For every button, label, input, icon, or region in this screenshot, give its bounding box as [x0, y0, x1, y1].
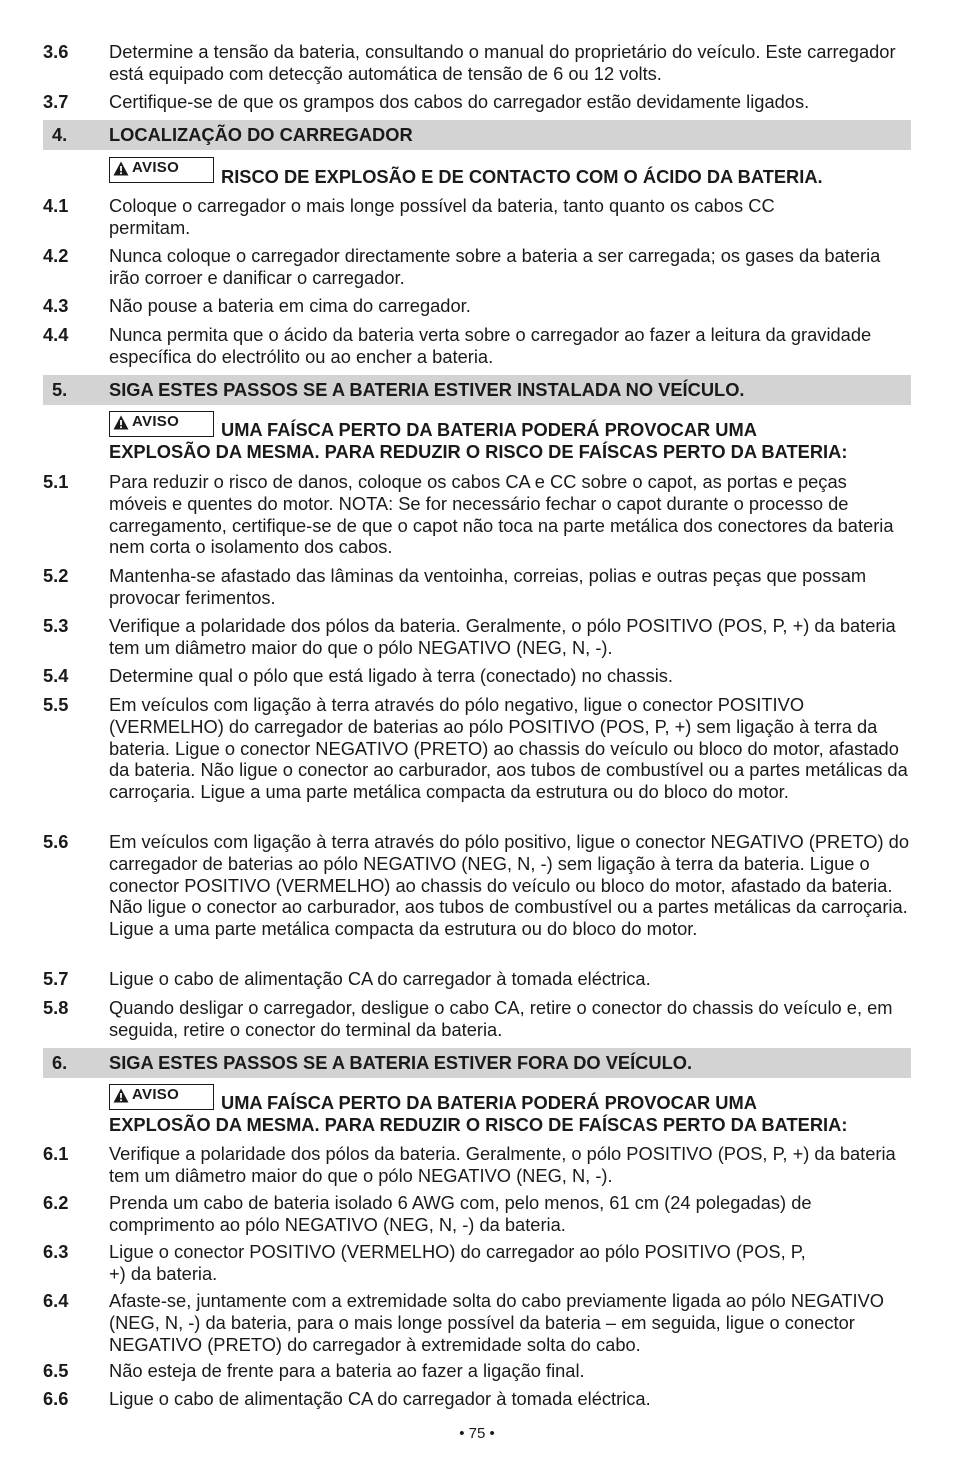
section-number: 5. — [52, 379, 68, 400]
warning-block-4 — [109, 157, 914, 191]
item-text: Mantenha-se afastado das lâminas da ventoinha, correias, polias e outras peças que possam provocar ferimentos. — [109, 565, 867, 608]
item-text: Nunca coloque o carregador directamente sobre a bateria a ser carregada; os gases da bateria irão corroer e danificar o carregador. — [109, 245, 881, 288]
item-text: Quando desligar o carregador, desligue o cabo CA, retire o conector do chassis do veículo e, em seguida, retire o conector do terminal da bateria. — [109, 997, 893, 1040]
warning-text-line-2: EXPLOSÃO DA MESMA. PARA REDUZIR O RISCO DE FAÍSCAS PERTO DA BATERIA: — [109, 1114, 848, 1135]
item-text: Ligue o cabo de alimentação CA do carregador à tomada eléctrica. — [109, 1388, 651, 1409]
item-number: 5.8 — [43, 997, 69, 1018]
item-number: 5.5 — [43, 694, 69, 715]
warning-text-line-1: UMA FAÍSCA PERTO DA BATERIA PODERÁ PROVOCAR UMA — [221, 419, 757, 440]
item-number: 3.7 — [43, 91, 69, 112]
item-number: 6.2 — [43, 1192, 69, 1213]
item-text: Prenda um cabo de bateria isolado 6 AWG com, pelo menos, 61 cm (24 polegadas) de comprimento ao pólo NEGATIVO (NEG, N, -) da bateria. — [109, 1192, 812, 1235]
item-number: 4.4 — [43, 324, 69, 345]
page-number: • 75 • — [459, 1425, 495, 1442]
item-number: 5.2 — [43, 565, 69, 586]
warning-text-line-1: UMA FAÍSCA PERTO DA BATERIA PODERÁ PROVOCAR UMA — [221, 1092, 757, 1113]
section-title: SIGA ESTES PASSOS SE A BATERIA ESTIVER FORA DO VEÍCULO. — [109, 1052, 693, 1073]
item-text: Coloque o carregador o mais longe possível da bateria, tanto quanto os cabos CC permitam. — [109, 195, 775, 238]
warning-triangle-icon — [113, 415, 129, 430]
item-number: 4.3 — [43, 295, 69, 316]
warning-block-5 — [109, 411, 914, 465]
item-number: 6.3 — [43, 1241, 69, 1262]
item-number: 6.5 — [43, 1360, 69, 1381]
item-text: Determine a tensão da bateria, consultando o manual do proprietário do veículo. Este carregador está equipado com detecção automática de tensão de 6 ou 12 volts. — [109, 41, 896, 84]
item-text: Ligue o conector POSITIVO (VERMELHO) do carregador ao pólo POSITIVO (POS, P, +) da bateria. — [109, 1241, 806, 1284]
warning-text: RISCO DE EXPLOSÃO E DE CONTACTO COM O ÁCIDO DA BATERIA. — [221, 166, 823, 187]
item-text: Para reduzir o risco de danos, coloque os cabos CA e CC sobre o capot, as portas e peças móveis e quentes do motor. NOTA: Se for necessário fechar o capot durante o processo de carregamento, certifique-se de que o capot não toca na parte metálica dos conectores da bateria nem corta o isolamento dos cabos. — [109, 471, 894, 558]
section-number: 4. — [52, 124, 68, 145]
item-number: 4.2 — [43, 245, 69, 266]
section-number: 6. — [52, 1052, 68, 1073]
warning-badge-label: AVISO — [132, 159, 180, 176]
item-text: Afaste-se, juntamente com a extremidade solta do cabo previamente ligada ao pólo NEGATIVO (NEG, N, -) da bateria, para o mais longe possível da bateria – em seguida, ligue o conector NEGATIVO (PRETO) do carregador à extremidade solta do cabo. — [109, 1290, 884, 1355]
item-text: Ligue o cabo de alimentação CA do carregador à tomada eléctrica. — [109, 968, 651, 989]
section-title: SIGA ESTES PASSOS SE A BATERIA ESTIVER INSTALADA NO VEÍCULO. — [109, 379, 745, 400]
item-number: 5.3 — [43, 615, 69, 636]
section-title: LOCALIZAÇÃO DO CARREGADOR — [109, 124, 413, 145]
warning-triangle-icon — [113, 1088, 129, 1103]
item-text: Nunca permita que o ácido da bateria verta sobre o carregador ao fazer a leitura da gravidade específica do electrólito ou ao encher a bateria. — [109, 324, 872, 367]
item-text: Em veículos com ligação à terra através do pólo negativo, ligue o conector POSITIVO (VERMELHO) do carregador de baterias ao pólo POSITIVO (POS, P, +) sem ligação à terra da bateria. Ligue o conector NEGATIVO (PRETO) ao chassis do veículo ou bloco do motor, afastado da bateria. Não ligue o conector ao carburador, aos tubos de combustível ou a partes metálicas da carroçaria. Ligue a uma parte metálica compacta da estrutura ou do bloco do motor. — [109, 694, 908, 803]
warning-badge — [109, 1084, 214, 1110]
section-header-4 — [43, 120, 911, 150]
warning-badge-label: AVISO — [132, 413, 180, 430]
item-text: Certifique-se de que os grampos dos cabos do carregador estão devidamente ligados. — [109, 91, 810, 112]
item-text: Verifique a polaridade dos pólos da bateria. Geralmente, o pólo POSITIVO (POS, P, +) da bateria tem um diâmetro maior do que o pólo NEGATIVO (NEG, N, -). — [109, 1143, 896, 1186]
item-text: Não pouse a bateria em cima do carregador. — [109, 295, 471, 316]
item-number: 3.6 — [43, 41, 69, 62]
warning-badge — [109, 157, 214, 183]
warning-triangle-icon — [113, 161, 129, 176]
section-header-6 — [43, 1048, 911, 1078]
item-number: 4.1 — [43, 195, 69, 216]
warning-badge — [109, 411, 214, 437]
section-header-5 — [43, 375, 911, 405]
item-number: 5.4 — [43, 665, 69, 686]
item-number: 6.6 — [43, 1388, 69, 1409]
item-text: Não esteja de frente para a bateria ao fazer a ligação final. — [109, 1360, 585, 1381]
item-number: 5.6 — [43, 831, 69, 852]
item-number: 6.4 — [43, 1290, 69, 1311]
warning-text-line-2: EXPLOSÃO DA MESMA. PARA REDUZIR O RISCO DE FAÍSCAS PERTO DA BATERIA: — [109, 441, 848, 462]
item-number: 5.1 — [43, 471, 69, 492]
warning-block-6 — [109, 1084, 914, 1138]
item-text: Determine qual o pólo que está ligado à terra (conectado) no chassis. — [109, 665, 674, 686]
item-number: 6.1 — [43, 1143, 69, 1164]
item-text: Em veículos com ligação à terra através do pólo positivo, ligue o conector NEGATIVO (PRETO) do carregador de baterias ao pólo NEGATIVO (NEG, N, -) sem ligação à terra da bateria. Ligue o conector POSITIVO (VERMELHO) ao chassis do veículo ou bloco do motor, afastado da bateria. Não ligue o conector ao carburador, aos tubos de combustível ou a partes metálicas da carroçaria. Ligue a uma parte metálica compacta da estrutura ou do bloco do motor. — [109, 831, 909, 940]
warning-badge-label: AVISO — [132, 1086, 180, 1103]
item-text: Verifique a polaridade dos pólos da bateria. Geralmente, o pólo POSITIVO (POS, P, +) da bateria tem um diâmetro maior do que o pólo NEGATIVO (NEG, N, -). — [109, 615, 896, 658]
item-number: 5.7 — [43, 968, 69, 989]
